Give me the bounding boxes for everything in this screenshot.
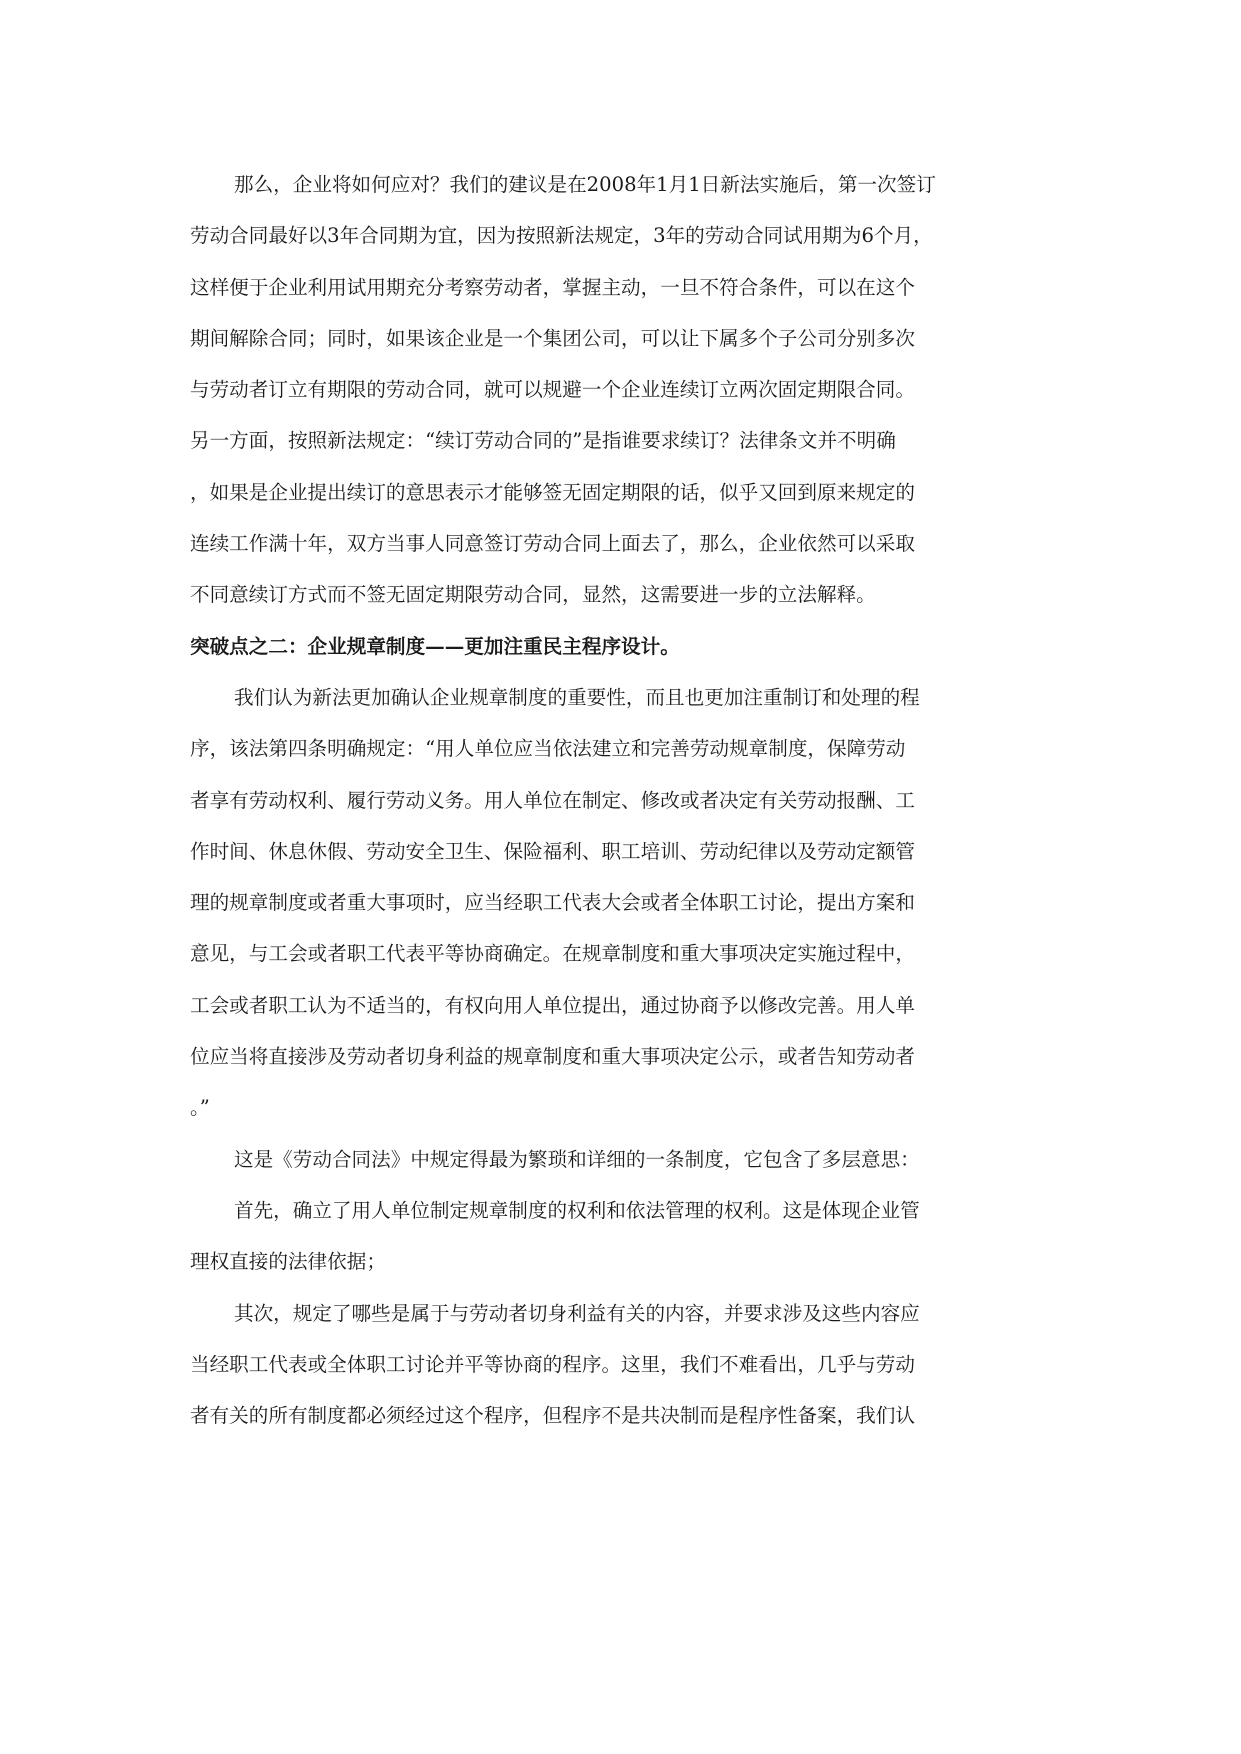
paragraph-line: 连续工作满十年，双方当事人同意签订劳动合同上面去了，那么，企业依然可以采取	[190, 532, 915, 556]
paragraph-line: 工会或者职工认为不适当的，有权向用人单位提出，通过协商予以修改完善。用人单	[190, 993, 915, 1017]
paragraph-line: 劳动合同最好以3年合同期为宜，因为按照新法规定，3年的劳动合同试用期为6个月，	[190, 224, 933, 248]
paragraph-line: 者有关的所有制度都必须经过这个程序，但程序不是共决制而是程序性备案，我们认	[190, 1404, 915, 1428]
paragraph-line: 序，该法第四条明确规定：“用人单位应当依法建立和完善劳动规章制度，保障劳动	[190, 737, 906, 761]
paragraph-line: 我们认为新法更加确认企业规章制度的重要性，而且也更加注重制订和处理的程	[234, 685, 920, 709]
paragraph-line: 这是《劳动合同法》中规定得最为繁琐和详细的一条制度，它包含了多层意思：	[234, 1147, 920, 1171]
paragraph-line: 不同意续订方式而不签无固定期限劳动合同，显然，这需要进一步的立法解释。	[190, 583, 876, 607]
paragraph-line: 与劳动者订立有期限的劳动合同，就可以规避一个企业连续订立两次固定期限合同。	[190, 378, 915, 402]
document-body	[190, 159, 1052, 1441]
paragraph-line: 理的规章制度或者重大事项时，应当经职工代表大会或者全体职工讨论，提出方案和	[190, 891, 915, 915]
paragraph-line: 理权直接的法律依据；	[190, 1250, 386, 1274]
paragraph-line: 位应当将直接涉及劳动者切身利益的规章制度和重大事项决定公示，或者告知劳动者	[190, 1045, 915, 1069]
paragraph-line: 这样便于企业利用试用期充分考察劳动者，掌握主动，一旦不符合条件，可以在这个	[190, 275, 915, 299]
paragraph-line: 者享有劳动权利、履行劳动义务。用人单位在制定、修改或者决定有关劳动报酬、工	[190, 788, 915, 812]
paragraph-line: 意见，与工会或者职工代表平等协商确定。在规章制度和重大事项决定实施过程中，	[190, 942, 915, 966]
paragraph-line: 期间解除合同；同时，如果该企业是一个集团公司，可以让下属多个子公司分别多次	[190, 326, 915, 350]
paragraph-line: 作时间、休息休假、劳动安全卫生、保险福利、职工培训、劳动纪律以及劳动定额管	[190, 839, 915, 863]
paragraph-line: 。”	[190, 1096, 210, 1120]
paragraph-line: 另一方面，按照新法规定：“续订劳动合同的”是指谁要求续订？法律条文并不明确	[190, 429, 896, 453]
paragraph-line: 首先，确立了用人单位制定规章制度的权利和依法管理的权利。这是体现企业管	[234, 1198, 920, 1222]
section-heading: 突破点之二：企业规章制度——更加注重民主程序设计。	[190, 634, 680, 658]
paragraph-line: 那么，企业将如何应对？我们的建议是在2008年1月1日新法实施后，第一次签订	[234, 173, 936, 196]
paragraph-line: 其次，规定了哪些是属于与劳动者切身利益有关的内容，并要求涉及这些内容应	[234, 1301, 920, 1325]
paragraph-line: 当经职工代表或全体职工讨论并平等协商的程序。这里，我们不难看出，几乎与劳动	[190, 1352, 915, 1376]
paragraph-line: ，如果是企业提出续订的意思表示才能够签无固定期限的话，似乎又回到原来规定的	[190, 480, 915, 504]
